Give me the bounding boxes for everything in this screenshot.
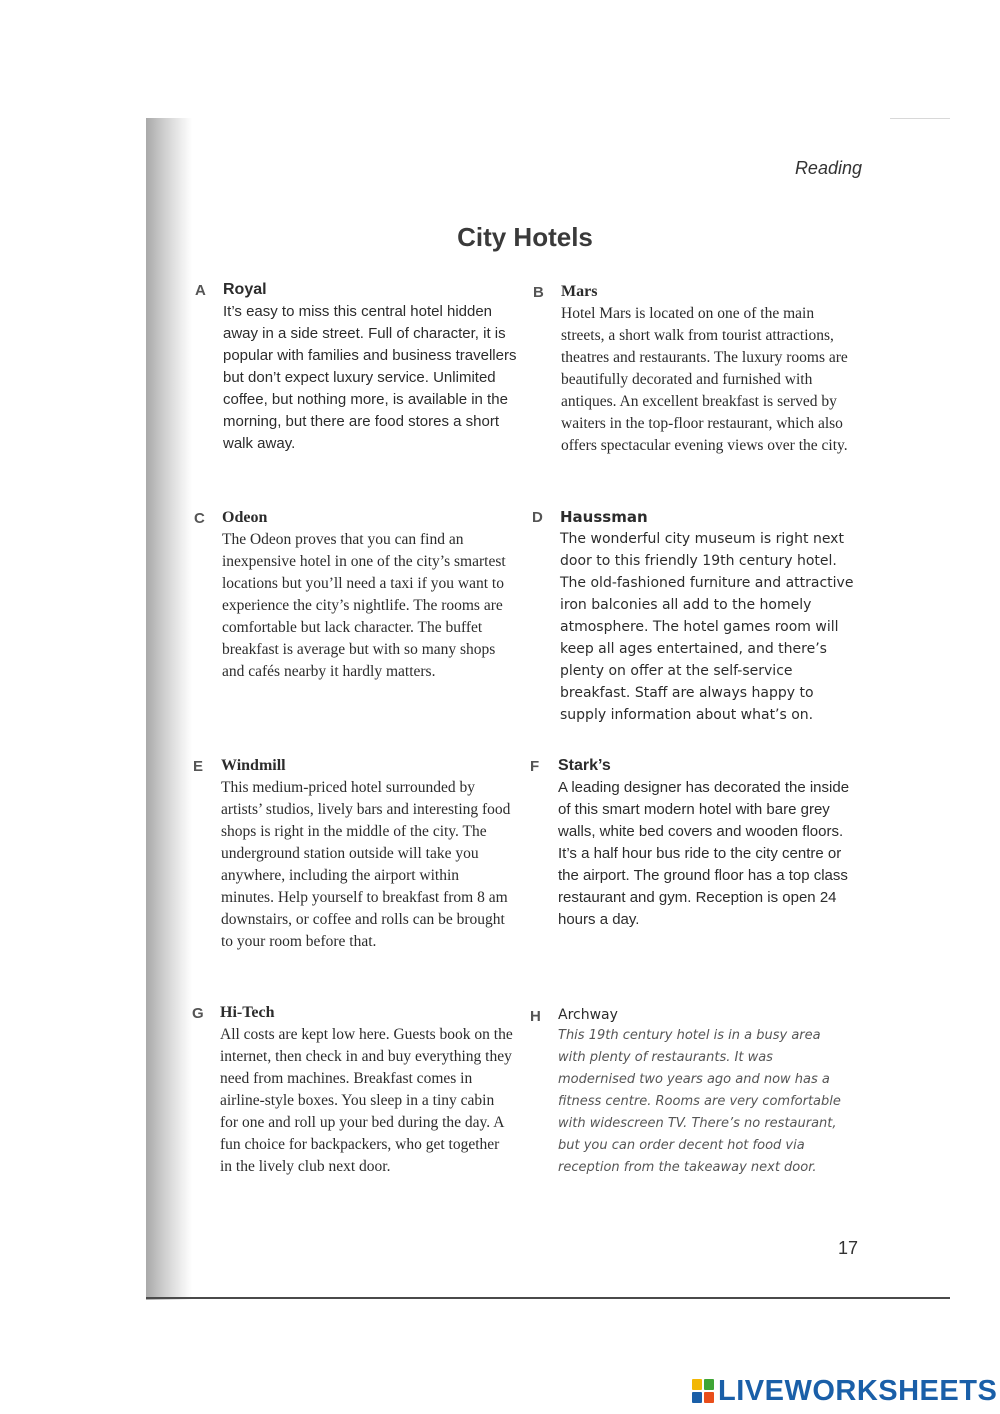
logo-cell-green (704, 1379, 714, 1390)
hotel-entry-hi-tech (192, 1004, 514, 1178)
bottom-edge-line (146, 1297, 950, 1299)
entry-letter: C (194, 510, 205, 527)
binding-shadow (146, 118, 192, 1300)
section-label: Reading (794, 158, 862, 178)
hotel-name: Haussman (560, 508, 648, 526)
liveworksheets-icon (692, 1379, 714, 1403)
hotel-description: A leading designer has decorated the inside of this smart modern hotel with bare grey walls, white bed covers and wooden floors. It’s a half hour bus ride to the city centre or the airport. The ground floor has a top class restaurant and gym. Reception is open 24 hours a day. (558, 779, 850, 928)
entry-letter: D (532, 509, 543, 526)
entry-letter: E (193, 758, 204, 775)
hotel-description: This 19th century hotel is in a busy area with plenty of restaurants. It was modernised two years ago and now has a fitness centre. Rooms are very comfortable with widescreen TV. There’s no restaurant, but you can order decent hot food via reception from the takeaway next door. (558, 1028, 841, 1175)
hotel-entry-mars (533, 283, 851, 457)
hotel-description: This medium-priced hotel surrounded by artists’ studios, lively bars and interesting food shops is right in the middle of the city. The underground station outside will take you anywhere, including the airport within minutes. Help yourself to breakfast from 8 am downstairs, or coffee and rolls can be brought to your room before that. (221, 779, 511, 950)
brand-name: LIVEWORKSHEETS (718, 1374, 998, 1407)
hotel-description: It’s easy to miss this central hotel hidden away in a side street. Full of character, it is popular with families and business travellers but don’t expect luxury service. Unlimited coffee, but nothing more, is available in the morning, but there are food stores a short walk away. (223, 303, 517, 452)
liveworksheets-logo[interactable] (692, 1375, 997, 1407)
logo-cell-orange (704, 1392, 714, 1403)
hotel-name: Hi-Tech (220, 1004, 275, 1021)
entry-letter: B (533, 284, 544, 301)
logo-cell-blue (692, 1392, 702, 1403)
top-edge-line (890, 118, 950, 119)
entry-letter: F (530, 758, 540, 775)
hotel-entry-haussman (532, 508, 854, 726)
entry-letter: H (530, 1008, 541, 1025)
page-number: 17 (838, 1238, 859, 1258)
hotel-description: The Odeon proves that you can find an inexpensive hotel in one of the city’s smartest locations but you’ll need a taxi if you want to experience the city’s nightlife. The rooms are comfortable but lack character. The buffet breakfast is average but with so many shops and cafés nearby it hardly matters. (222, 531, 506, 680)
hotel-entry-starks (530, 757, 850, 931)
hotel-description: The wonderful city museum is right next door to this friendly 19th century hotel. The old-fashioned furniture and attractive iron balconies all add to the homely atmosphere. The hotel games room will keep all ages entertained, and there’s plenty on offer at the self-service breakfast. Staff are always happy to supply information about what’s on. (560, 531, 854, 723)
logo-cell-yellow (692, 1379, 702, 1390)
entry-letter: A (195, 282, 206, 299)
hotel-entry-royal (195, 281, 523, 455)
hotel-name: Archway (558, 1007, 618, 1023)
hotel-name: Windmill (221, 757, 286, 774)
page-title: City Hotels (457, 222, 593, 252)
hotel-description: Hotel Mars is located on one of the main streets, a short walk from tourist attractions, theatres and restaurants. The luxury rooms are beautifully decorated and furnished with antiques. An excellent breakfast is served by waiters in the top-floor restaurant, which also offers spectacular evening views over the city. (561, 305, 848, 454)
hotel-description: All costs are kept low here. Guests book on the internet, then check in and buy everything they need from machines. Breakfast comes in airline-style boxes. You sleep in a tiny cabin for one and roll up your bed during the day. A fun choice for backpackers, who get together in the lively club next door. (220, 1026, 513, 1175)
entry-letter: G (192, 1005, 204, 1022)
hotel-name: Odeon (222, 509, 268, 526)
hotel-entry-archway (530, 1007, 848, 1179)
hotel-entry-windmill (193, 757, 511, 953)
hotel-name: Royal (223, 281, 267, 298)
hotel-name: Mars (561, 283, 598, 300)
hotel-entry-odeon (194, 509, 518, 683)
hotel-name: Stark’s (558, 757, 611, 774)
